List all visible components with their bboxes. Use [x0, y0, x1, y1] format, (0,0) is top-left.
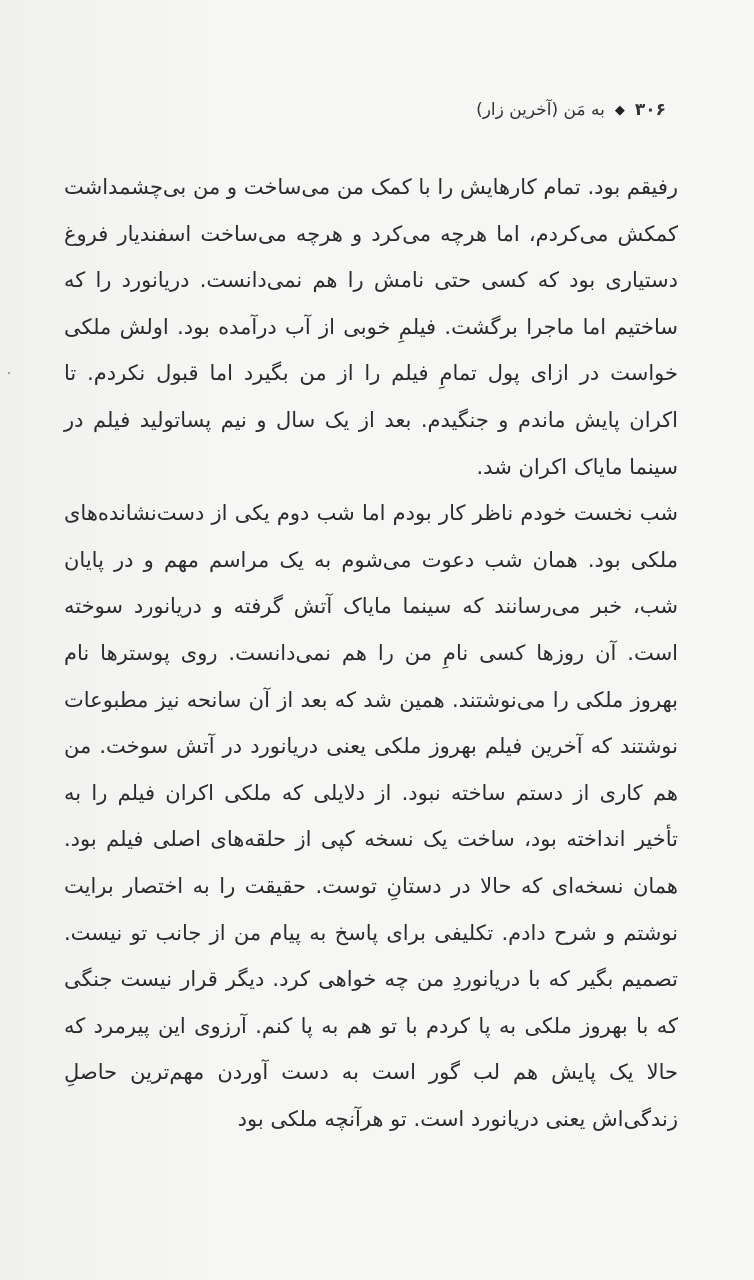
paragraph: شب نخست خودم ناظر کار بودم اما شب دوم یکی از دست‌نشانده‌های ملکی بود. همان شب دعوت می‌شوم به یک مراسم مهم و در پایان شب، خبر می‌رسانند که سینما مایاک آتش گرفته و دریانورد سوخته است. آن روزها کسی نامِ من را هم نمی‌دانست. روی پوسترها نام بهروز ملکی را می‌نوشتند. همین شد که بعد از آن سانحه نیز مطبوعات نوشتند که آخرین فیلم بهروز ملکی یعنی دریانورد در آتش سوخت. من هم کاری از دستم ساخته نبود. از دلایلی که ملکی اکران فیلم را به تأخیر انداخته بود، ساخت یک نسخه کپی از حلقه‌های اصلی فیلم بود. همان نسخه‌ای که حالا در دستانِ توست. حقیقت را به اختصار برایت نوشتم و شرح دادم. تکلیفی برای پاسخ به پیام من از جانب تو نیست. تصمیم بگیر که با دریانوردِ من چه خواهی کرد. دیگر قرار نیست جنگی که با بهروز ملکی به پا کردم با تو هم به پا کنم. آرزوی این پیرمرد که حالا یک پایش هم لب گور است به دست آوردن مهم‌ترین حاصلِ زندگی‌اش یعنی دریانورد است. تو هرآنچه ملکی بود [64, 501, 678, 1131]
running-header [476, 100, 666, 120]
scan-speck [8, 372, 10, 374]
book-title: به مَن (آخرین زار) [476, 100, 605, 120]
paragraph: رفیقم بود. تمام کارهایش را با کمک من می‌ساخت و من بی‌چشمداشت کمکش می‌کردم، اما هرچه می‌کرد و هرچه می‌ساخت اسفندیار فروغ دستیاری بود که کسی حتی نامش را هم نمی‌دانست. دریانورد را که ساختیم اما ماجرا برگشت. فیلمِ خوبی از آب درآمده بود. اولش ملکی خواست در ازای پول تمامِ فیلم را از من بگیرد اما قبول نکردم. تا اکران پایش ماندم و جنگیدم. بعد از یک سال و نیم پساتولید فیلم در سینما مایاک اکران شد. [64, 175, 678, 479]
body-text [64, 164, 678, 1142]
page-number: ۳۰۶ [634, 100, 666, 120]
diamond-icon: ◆ [614, 102, 625, 118]
